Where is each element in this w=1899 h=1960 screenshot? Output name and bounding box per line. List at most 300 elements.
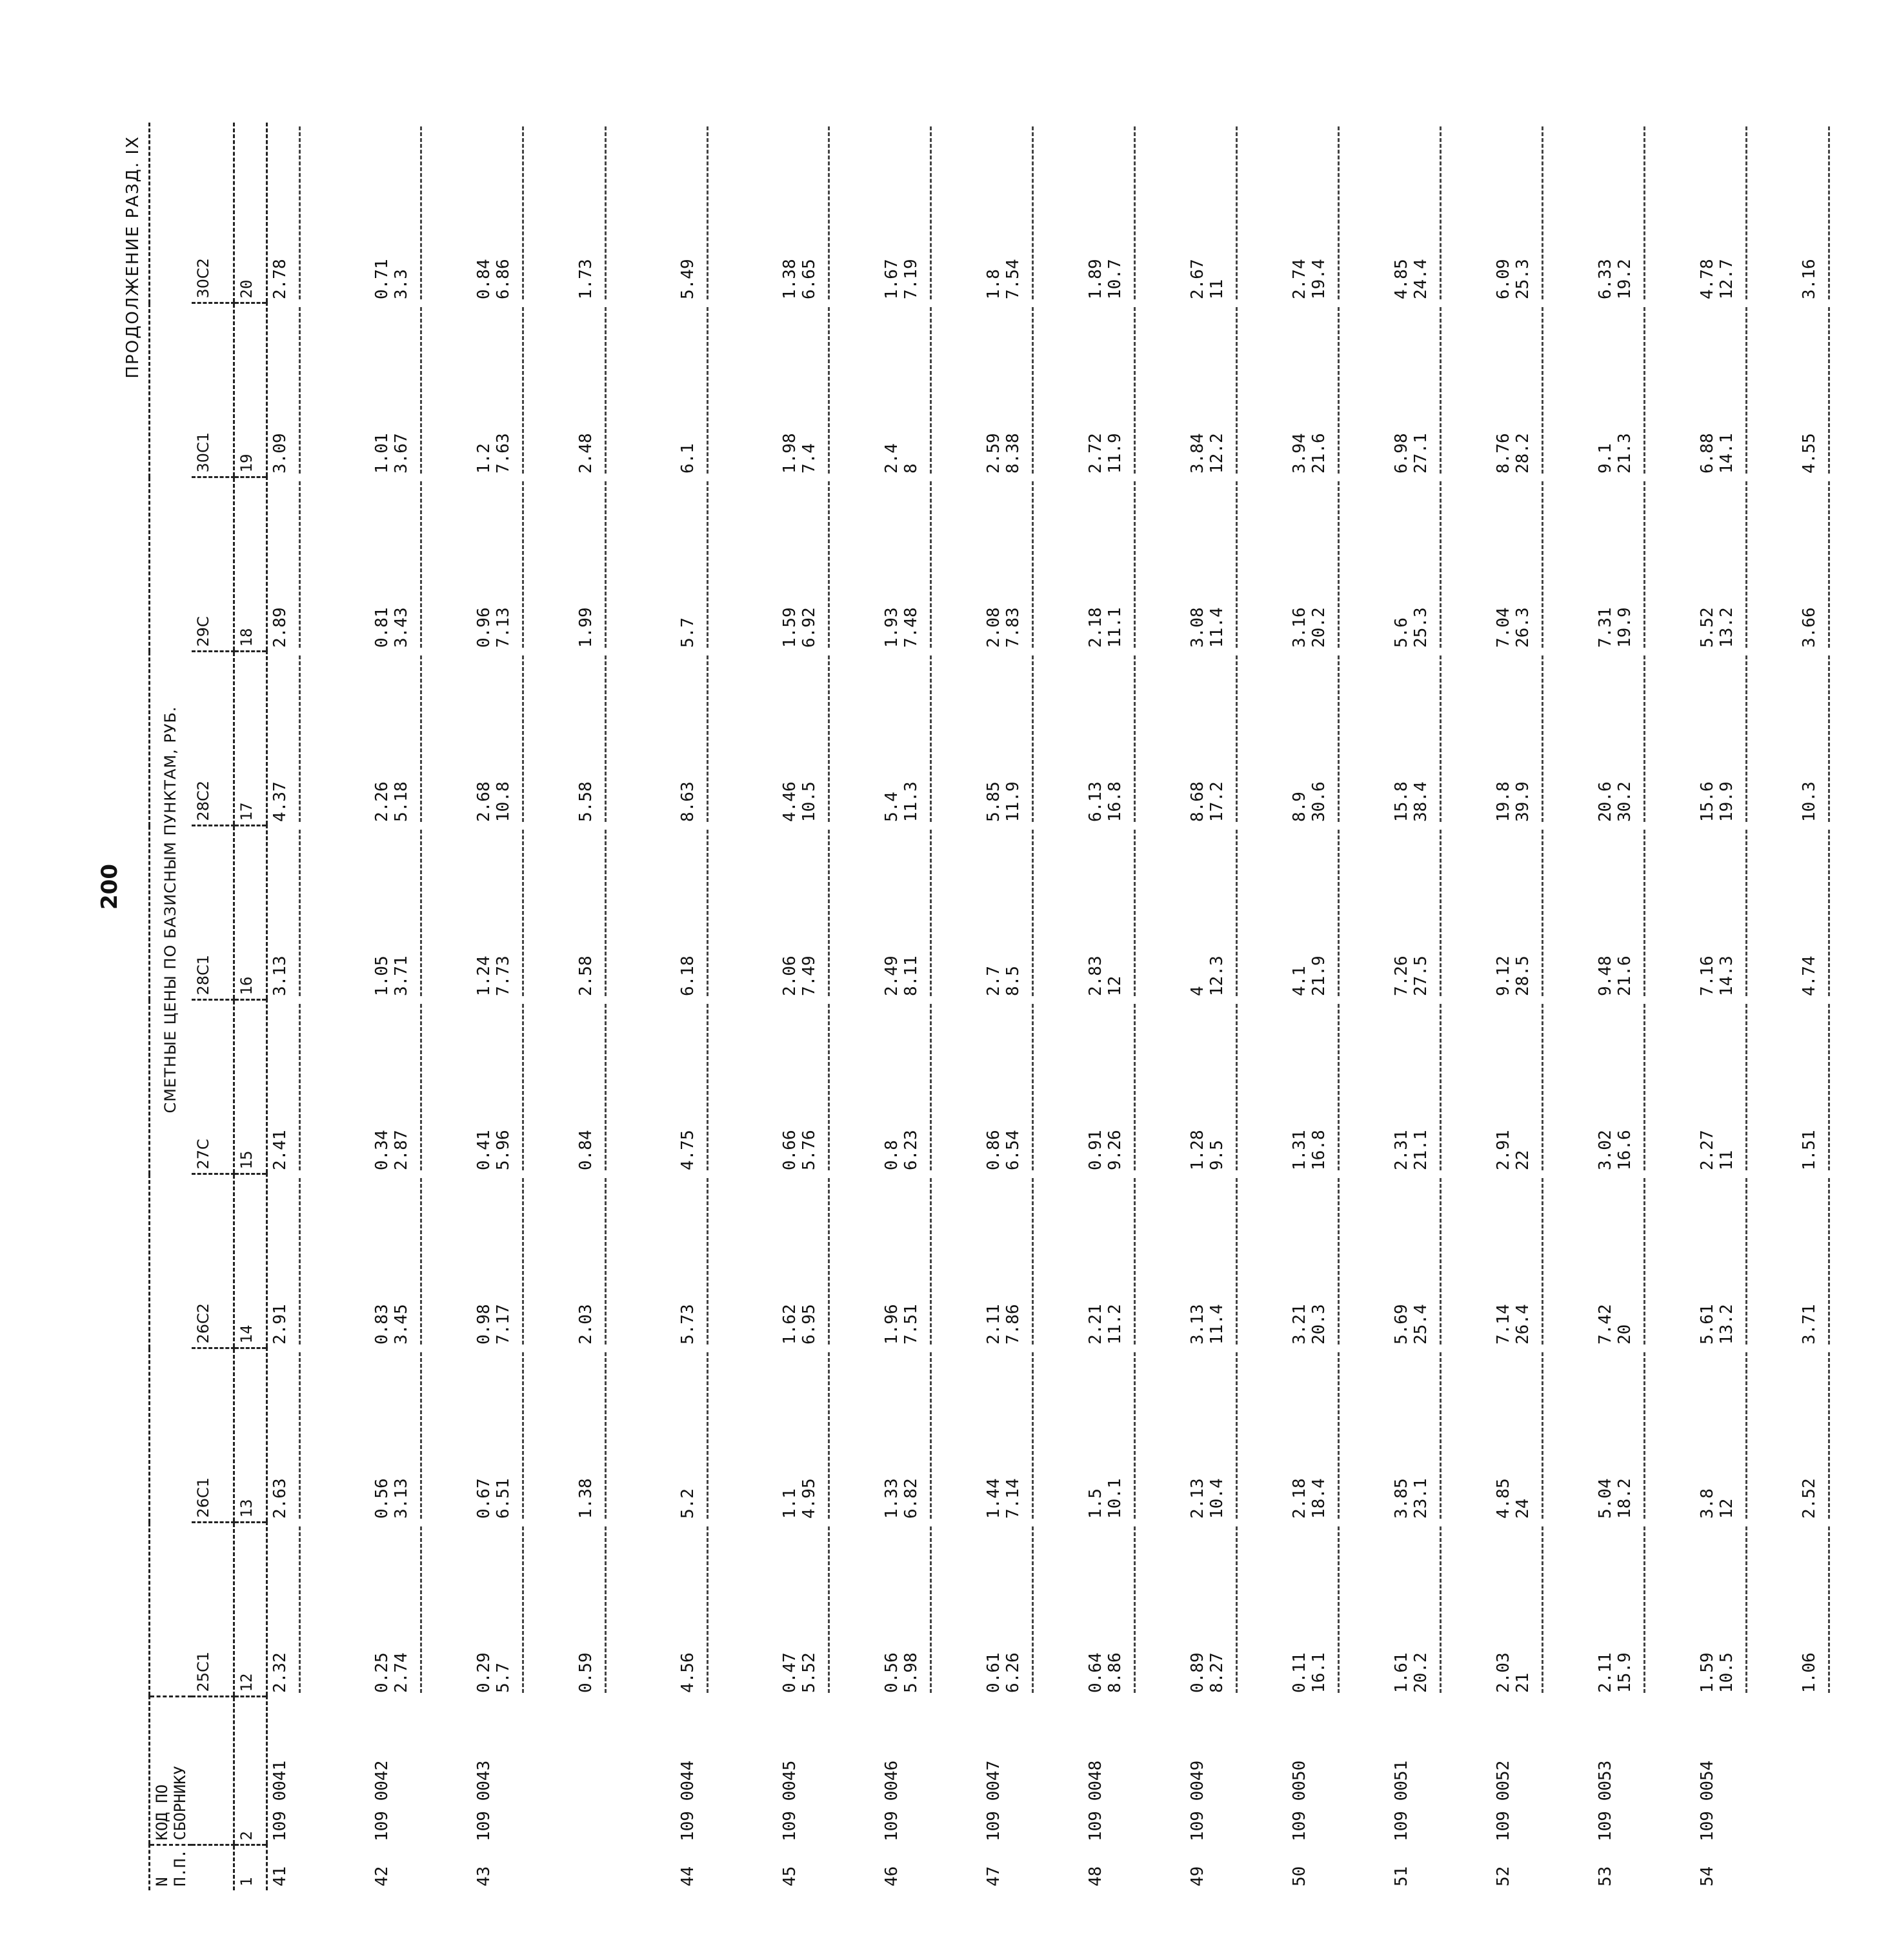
cell-divider — [411, 830, 422, 996]
cell-divider — [698, 481, 708, 648]
price-cell — [1797, 826, 1899, 1000]
price-value: 7.13 — [494, 607, 513, 648]
price-value: 8.9 — [1290, 792, 1309, 822]
price-cell — [1389, 1348, 1491, 1523]
price-value: 3.45 — [392, 1304, 411, 1345]
price-value: 5.58 — [576, 781, 596, 822]
price-value: 6.92 — [799, 607, 819, 648]
price-value: 20 — [1615, 1324, 1634, 1345]
price-value: 3.85 — [1392, 1478, 1411, 1519]
table-row — [1593, 123, 1695, 1890]
price-value: 21 — [1513, 1672, 1532, 1693]
row-number: 47 — [984, 1866, 1003, 1886]
price-value: 1.24 — [474, 955, 494, 996]
cell-divider — [698, 1526, 708, 1693]
cell-divider — [411, 481, 422, 648]
price-value: 4.75 — [678, 1130, 698, 1170]
price-cell — [676, 1348, 778, 1523]
header-col-number: 13 — [234, 1348, 267, 1523]
price-value: 5.6 — [1392, 617, 1411, 648]
price-value: 6.65 — [799, 259, 819, 299]
cell-divider — [1227, 481, 1238, 648]
cell-divider — [290, 1352, 301, 1519]
cell-divider — [698, 830, 708, 996]
price-cell — [1491, 1523, 1593, 1697]
price-cell — [1185, 1523, 1287, 1697]
price-value: 3.84 — [1188, 433, 1207, 474]
row-number: 45 — [780, 1866, 799, 1886]
price-value: 4.85 — [1494, 1478, 1513, 1519]
cell-divider — [1819, 655, 1830, 822]
row-code: 109 0049 — [1188, 1760, 1207, 1841]
cell-divider — [1329, 655, 1340, 822]
cell-divider — [513, 655, 524, 822]
price-cell — [472, 303, 574, 477]
price-value: 4.1 — [1290, 966, 1309, 996]
cell-divider — [921, 655, 932, 822]
cell-divider — [1431, 307, 1442, 474]
cell-divider — [513, 830, 524, 996]
price-value: 11.9 — [1105, 433, 1125, 474]
price-cell — [1287, 303, 1389, 477]
price-cell — [370, 303, 472, 477]
price-value: 11.9 — [1003, 781, 1023, 822]
header-col-number: 17 — [234, 652, 267, 826]
price-cell — [879, 652, 981, 826]
cell-divider — [513, 1004, 524, 1170]
price-value: 0.29 — [474, 1652, 494, 1693]
cell-divider — [1227, 126, 1238, 299]
price-value: 8.11 — [901, 955, 921, 996]
price-value: 0.25 — [372, 1652, 392, 1693]
price-value: 2.7 — [984, 966, 1003, 996]
price-value: 18.2 — [1615, 1478, 1634, 1519]
price-value: 7.73 — [494, 955, 513, 996]
price-value: 2.11 — [1596, 1652, 1615, 1693]
price-value: 2.67 — [1188, 259, 1207, 299]
price-cell — [879, 477, 981, 652]
price-value: 6.95 — [799, 1304, 819, 1345]
price-value: 5.2 — [678, 1488, 698, 1519]
price-value: 5.52 — [1698, 607, 1717, 648]
header-col-number: 1 — [234, 1845, 267, 1890]
price-value: 2.58 — [576, 955, 596, 996]
price-value: 5.04 — [1596, 1478, 1615, 1519]
row-number: 49 — [1188, 1866, 1207, 1886]
price-cell — [1491, 303, 1593, 477]
header-np: N П.П. — [150, 1845, 192, 1890]
cell-divider — [921, 1004, 932, 1170]
price-value: 1.61 — [1392, 1652, 1411, 1693]
price-cell — [676, 303, 778, 477]
price-value: 0.66 — [780, 1130, 799, 1170]
cell-divider — [819, 830, 830, 996]
price-value: 5.98 — [901, 1652, 921, 1693]
row-number — [1797, 1845, 1899, 1890]
price-value: 2.11 — [984, 1304, 1003, 1345]
price-value: 7.48 — [901, 607, 921, 648]
price-cell — [981, 477, 1083, 652]
price-cell — [1389, 303, 1491, 477]
price-value: 3.16 — [1290, 607, 1309, 648]
cell-divider — [819, 1526, 830, 1693]
price-value: 6.98 — [1392, 433, 1411, 474]
price-value: 4.74 — [1800, 955, 1819, 996]
row-code: 109 0042 — [372, 1760, 392, 1841]
price-value: 1.38 — [576, 1478, 596, 1519]
price-value: 3.08 — [1188, 607, 1207, 648]
cell-divider — [1023, 307, 1034, 474]
price-cell — [1695, 826, 1797, 1000]
price-cell — [981, 652, 1083, 826]
price-value: 0.11 — [1290, 1652, 1309, 1693]
price-value: 21.6 — [1615, 955, 1634, 996]
price-value: 20.3 — [1309, 1304, 1329, 1345]
cell-divider — [596, 1178, 607, 1345]
price-value: 11.3 — [901, 781, 921, 822]
cell-divider — [1736, 126, 1747, 299]
price-cell — [574, 123, 676, 303]
price-value: 3.09 — [270, 433, 290, 474]
price-value: 19.4 — [1309, 259, 1329, 299]
price-value: 7.63 — [494, 433, 513, 474]
price-value: 19.9 — [1615, 607, 1634, 648]
price-value: 21.9 — [1309, 955, 1329, 996]
price-value: 26.4 — [1513, 1304, 1532, 1345]
price-value: 9.48 — [1596, 955, 1615, 996]
cell-divider — [1329, 1526, 1340, 1693]
price-cell — [778, 1174, 879, 1348]
cell-divider — [921, 126, 932, 299]
price-value: 13.2 — [1717, 607, 1736, 648]
header-col-number: 2 — [234, 1697, 267, 1845]
price-value: 10.5 — [799, 781, 819, 822]
price-cell — [1287, 1174, 1389, 1348]
price-cell — [1389, 1523, 1491, 1697]
price-cell — [1287, 123, 1389, 303]
price-value: 9.26 — [1105, 1130, 1125, 1170]
price-cell — [267, 477, 370, 652]
cell-divider — [1227, 655, 1238, 822]
price-value: 24.4 — [1411, 259, 1431, 299]
price-cell — [1185, 123, 1287, 303]
price-cell — [1083, 1000, 1185, 1174]
header-col-number: 20 — [234, 123, 267, 303]
cell-divider — [819, 655, 830, 822]
table-row — [472, 123, 574, 1890]
cell-divider — [1819, 1352, 1830, 1519]
price-value: 14.1 — [1717, 433, 1736, 474]
price-value: 2.48 — [576, 433, 596, 474]
price-value: 7.86 — [1003, 1304, 1023, 1345]
price-value: 21.3 — [1615, 433, 1634, 474]
price-value: 2.72 — [1086, 433, 1105, 474]
price-cell — [472, 477, 574, 652]
price-value: 0.96 — [474, 607, 494, 648]
cell-divider — [1532, 1004, 1543, 1170]
price-value: 11 — [1207, 279, 1227, 299]
cell-divider — [1532, 1178, 1543, 1345]
price-cell — [370, 477, 472, 652]
price-value: 12.2 — [1207, 433, 1227, 474]
cell-divider — [1736, 1526, 1747, 1693]
price-cell — [1287, 826, 1389, 1000]
cell-divider — [1329, 830, 1340, 996]
price-value: 2.87 — [392, 1130, 411, 1170]
cell-divider — [290, 1526, 301, 1693]
price-value: 16.1 — [1309, 1652, 1329, 1693]
price-value: 5.52 — [799, 1652, 819, 1693]
price-value: 7.14 — [1494, 1304, 1513, 1345]
price-cell — [370, 1174, 472, 1348]
header-price-col: 25С1 — [192, 1523, 234, 1697]
price-value: 3.13 — [270, 955, 290, 996]
price-value: 1.44 — [984, 1478, 1003, 1519]
price-cell — [574, 477, 676, 652]
price-value: 3.3 — [392, 269, 411, 299]
price-value: 2.03 — [576, 1304, 596, 1345]
row-code: 109 0045 — [780, 1760, 799, 1841]
price-value: 15.6 — [1698, 781, 1717, 822]
price-value: 2.27 — [1698, 1130, 1717, 1170]
price-value: 0.86 — [984, 1130, 1003, 1170]
cell-divider — [1736, 655, 1747, 822]
price-cell — [778, 1348, 879, 1523]
price-value: 2.91 — [1494, 1130, 1513, 1170]
cell-divider — [1736, 307, 1747, 474]
row-code: 109 0053 — [1596, 1760, 1615, 1841]
cell-divider — [1736, 1178, 1747, 1345]
price-value: 0.84 — [576, 1130, 596, 1170]
price-value: 28.5 — [1513, 955, 1532, 996]
price-value: 4.37 — [270, 781, 290, 822]
price-cell — [1695, 123, 1797, 303]
price-value: 7.83 — [1003, 607, 1023, 648]
cell-divider — [1023, 655, 1034, 822]
price-value: 6.1 — [678, 443, 698, 474]
price-value: 2.49 — [882, 955, 901, 996]
price-cell — [1593, 1348, 1695, 1523]
cell-divider — [1023, 481, 1034, 648]
cell-divider — [1532, 1352, 1543, 1519]
price-value: 2.26 — [372, 781, 392, 822]
price-cell — [879, 1348, 981, 1523]
price-cell — [1287, 1348, 1389, 1523]
header-np-blank — [192, 1845, 234, 1890]
price-value: 2.31 — [1392, 1130, 1411, 1170]
price-value: 16.6 — [1615, 1130, 1634, 1170]
price-value: 28.2 — [1513, 433, 1532, 474]
price-value: 5.7 — [678, 617, 698, 648]
cell-divider — [1634, 307, 1645, 474]
price-cell — [370, 1348, 472, 1523]
price-cell — [1797, 123, 1899, 303]
price-value: 6.13 — [1086, 781, 1105, 822]
price-value: 2.4 — [882, 443, 901, 474]
price-value: 1.93 — [882, 607, 901, 648]
price-value: 1.73 — [576, 259, 596, 299]
cell-divider — [921, 1178, 932, 1345]
cell-divider — [513, 1352, 524, 1519]
price-cell — [1797, 1174, 1899, 1348]
price-value: 20.6 — [1596, 781, 1615, 822]
price-value: 7.19 — [901, 259, 921, 299]
section-title: ПРОДОЛЖЕНИЕ РАЗД. IX — [123, 135, 143, 379]
price-value: 3.13 — [1188, 1304, 1207, 1345]
price-value: 0.81 — [372, 607, 392, 648]
cell-divider — [1736, 481, 1747, 648]
price-cell — [574, 303, 676, 477]
price-cell — [1491, 123, 1593, 303]
row-code: 109 0041 — [270, 1760, 290, 1841]
price-value: 0.59 — [576, 1652, 596, 1693]
price-cell — [1593, 826, 1695, 1000]
price-value: 8.76 — [1494, 433, 1513, 474]
cell-divider — [1227, 1352, 1238, 1519]
price-value: 2.78 — [270, 259, 290, 299]
table-row — [1491, 123, 1593, 1890]
price-cell — [1491, 1348, 1593, 1523]
price-cell — [1185, 826, 1287, 1000]
price-value: 13.2 — [1717, 1304, 1736, 1345]
price-cell — [267, 1000, 370, 1174]
price-value: 1.59 — [780, 607, 799, 648]
price-value: 6.88 — [1698, 433, 1717, 474]
price-cell — [574, 1523, 676, 1697]
price-cell — [472, 826, 574, 1000]
header-row-top — [150, 123, 192, 1890]
price-value: 4.46 — [780, 781, 799, 822]
cell-divider — [921, 481, 932, 648]
price-value: 1.06 — [1800, 1652, 1819, 1693]
price-cell — [879, 303, 981, 477]
page-number: 200 — [97, 864, 123, 910]
cell-divider — [1634, 830, 1645, 996]
row-number — [574, 1845, 676, 1890]
price-value: 5.85 — [984, 781, 1003, 822]
header-col-number: 14 — [234, 1174, 267, 1348]
cell-divider — [290, 655, 301, 822]
row-number: 42 — [372, 1866, 392, 1886]
header-code: КОД ПО СБОРНИКУ — [150, 1697, 192, 1845]
price-value: 1.99 — [576, 607, 596, 648]
price-cell — [1185, 652, 1287, 826]
price-value: 19.2 — [1615, 259, 1634, 299]
price-value: 2.74 — [392, 1652, 411, 1693]
cell-divider — [1329, 307, 1340, 474]
price-cell — [472, 1000, 574, 1174]
price-cell — [370, 826, 472, 1000]
price-value: 6.33 — [1596, 259, 1615, 299]
price-value: 12.7 — [1717, 259, 1736, 299]
price-cell — [778, 1523, 879, 1697]
price-cell — [267, 652, 370, 826]
price-value: 1.01 — [372, 433, 392, 474]
price-cell — [267, 826, 370, 1000]
cell-divider — [1023, 126, 1034, 299]
cell-divider — [1227, 307, 1238, 474]
cell-divider — [819, 1178, 830, 1345]
price-cell — [676, 826, 778, 1000]
price-value: 3.8 — [1698, 1488, 1717, 1519]
price-cell — [472, 652, 574, 826]
price-cell — [1287, 477, 1389, 652]
price-value: 7.42 — [1596, 1304, 1615, 1345]
cell-divider — [1125, 481, 1136, 648]
price-value: 6.82 — [901, 1478, 921, 1519]
cell-divider — [819, 307, 830, 474]
cell-divider — [1431, 1352, 1442, 1519]
cell-divider — [1532, 830, 1543, 996]
price-cell — [778, 1000, 879, 1174]
price-value: 1.2 — [474, 443, 494, 474]
cell-divider — [698, 126, 708, 299]
table-body — [267, 123, 1899, 1890]
row-code — [1797, 1697, 1899, 1845]
price-value: 1.89 — [1086, 259, 1105, 299]
price-cell — [981, 1174, 1083, 1348]
cell-divider — [698, 1004, 708, 1170]
price-value: 1.28 — [1188, 1130, 1207, 1170]
cell-divider — [290, 307, 301, 474]
price-cell — [1083, 1174, 1185, 1348]
price-cell — [879, 1000, 981, 1174]
price-cell — [981, 303, 1083, 477]
cell-divider — [1819, 481, 1830, 648]
price-value: 5.61 — [1698, 1304, 1717, 1345]
cell-divider — [1431, 1178, 1442, 1345]
price-cell — [1389, 1174, 1491, 1348]
price-value: 2.21 — [1086, 1304, 1105, 1345]
price-value: 5.4 — [882, 792, 901, 822]
cell-divider — [1125, 655, 1136, 822]
price-cell — [267, 123, 370, 303]
price-value: 4 — [1188, 986, 1207, 996]
table-row — [370, 123, 472, 1890]
price-value: 5.7 — [494, 1663, 513, 1693]
header-price-span — [150, 123, 192, 1697]
cell-divider — [290, 1004, 301, 1170]
cell-divider — [290, 481, 301, 648]
cell-divider — [1023, 830, 1034, 996]
row-number: 51 — [1392, 1866, 1411, 1886]
price-value: 15.9 — [1615, 1652, 1634, 1693]
price-cell — [1083, 1523, 1185, 1697]
price-cell — [676, 123, 778, 303]
header-row-columns — [192, 123, 234, 1890]
cell-divider — [513, 1178, 524, 1345]
price-cell — [1389, 477, 1491, 652]
price-cell — [981, 1348, 1083, 1523]
cell-divider — [1227, 830, 1238, 996]
price-value: 5.73 — [678, 1304, 698, 1345]
row-code: 109 0043 — [474, 1760, 494, 1841]
cell-divider — [1634, 1352, 1645, 1519]
price-cell — [1083, 826, 1185, 1000]
cell-divider — [1431, 655, 1442, 822]
header-price-col: 28С1 — [192, 826, 234, 1000]
price-cell — [1389, 652, 1491, 826]
price-value: 2.74 — [1290, 259, 1309, 299]
price-cell — [981, 123, 1083, 303]
price-cell — [574, 1348, 676, 1523]
row-number: 52 — [1494, 1866, 1513, 1886]
price-cell — [981, 1000, 1083, 1174]
price-value: 11.4 — [1207, 607, 1227, 648]
table-row — [1287, 123, 1389, 1890]
price-value: 3.13 — [392, 1478, 411, 1519]
price-value: 0.41 — [474, 1130, 494, 1170]
